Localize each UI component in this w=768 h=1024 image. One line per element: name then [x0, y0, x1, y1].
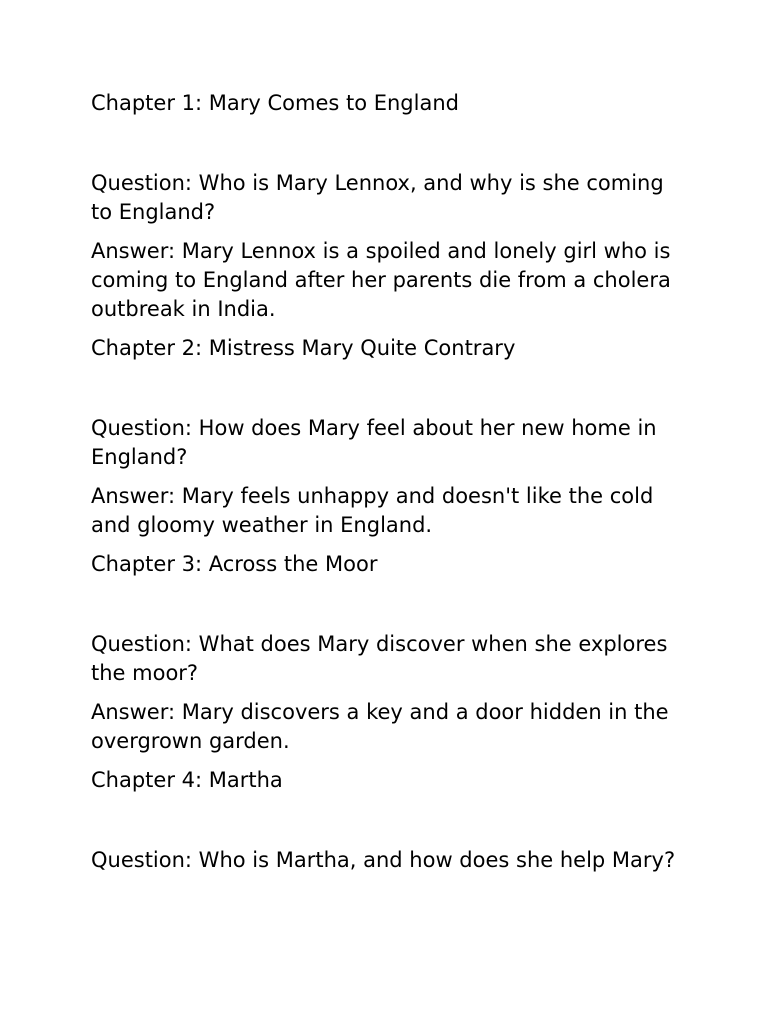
- chapter-3-question: Question: What does Mary discover when she explores the moor?: [91, 632, 668, 685]
- chapter-4-heading: Chapter 4: Martha: [91, 768, 283, 792]
- chapter-2-answer: Answer: Mary feels unhappy and doesn't like the cold and gloomy weather in England.: [91, 484, 654, 537]
- chapter-2-heading: Chapter 2: Mistress Mary Quite Contrary: [91, 336, 516, 360]
- chapter-3-answer: Answer: Mary discovers a key and a door hidden in the overgrown garden.: [91, 700, 669, 753]
- chapter-1-answer: Answer: Mary Lennox is a spoiled and lonely girl who is coming to England after her parents die from a cholera outbreak in India.: [91, 239, 671, 321]
- chapter-4-question: Question: Who is Martha, and how does she help Mary?: [91, 848, 676, 872]
- chapter-1-question: Question: Who is Mary Lennox, and why is she coming to England?: [91, 171, 664, 224]
- chapter-2-question: Question: How does Mary feel about her new home in England?: [91, 416, 657, 469]
- chapter-3-heading: Chapter 3: Across the Moor: [91, 552, 378, 576]
- document-page: [91, 89, 691, 875]
- chapter-1-heading: Chapter 1: Mary Comes to England: [91, 91, 459, 115]
